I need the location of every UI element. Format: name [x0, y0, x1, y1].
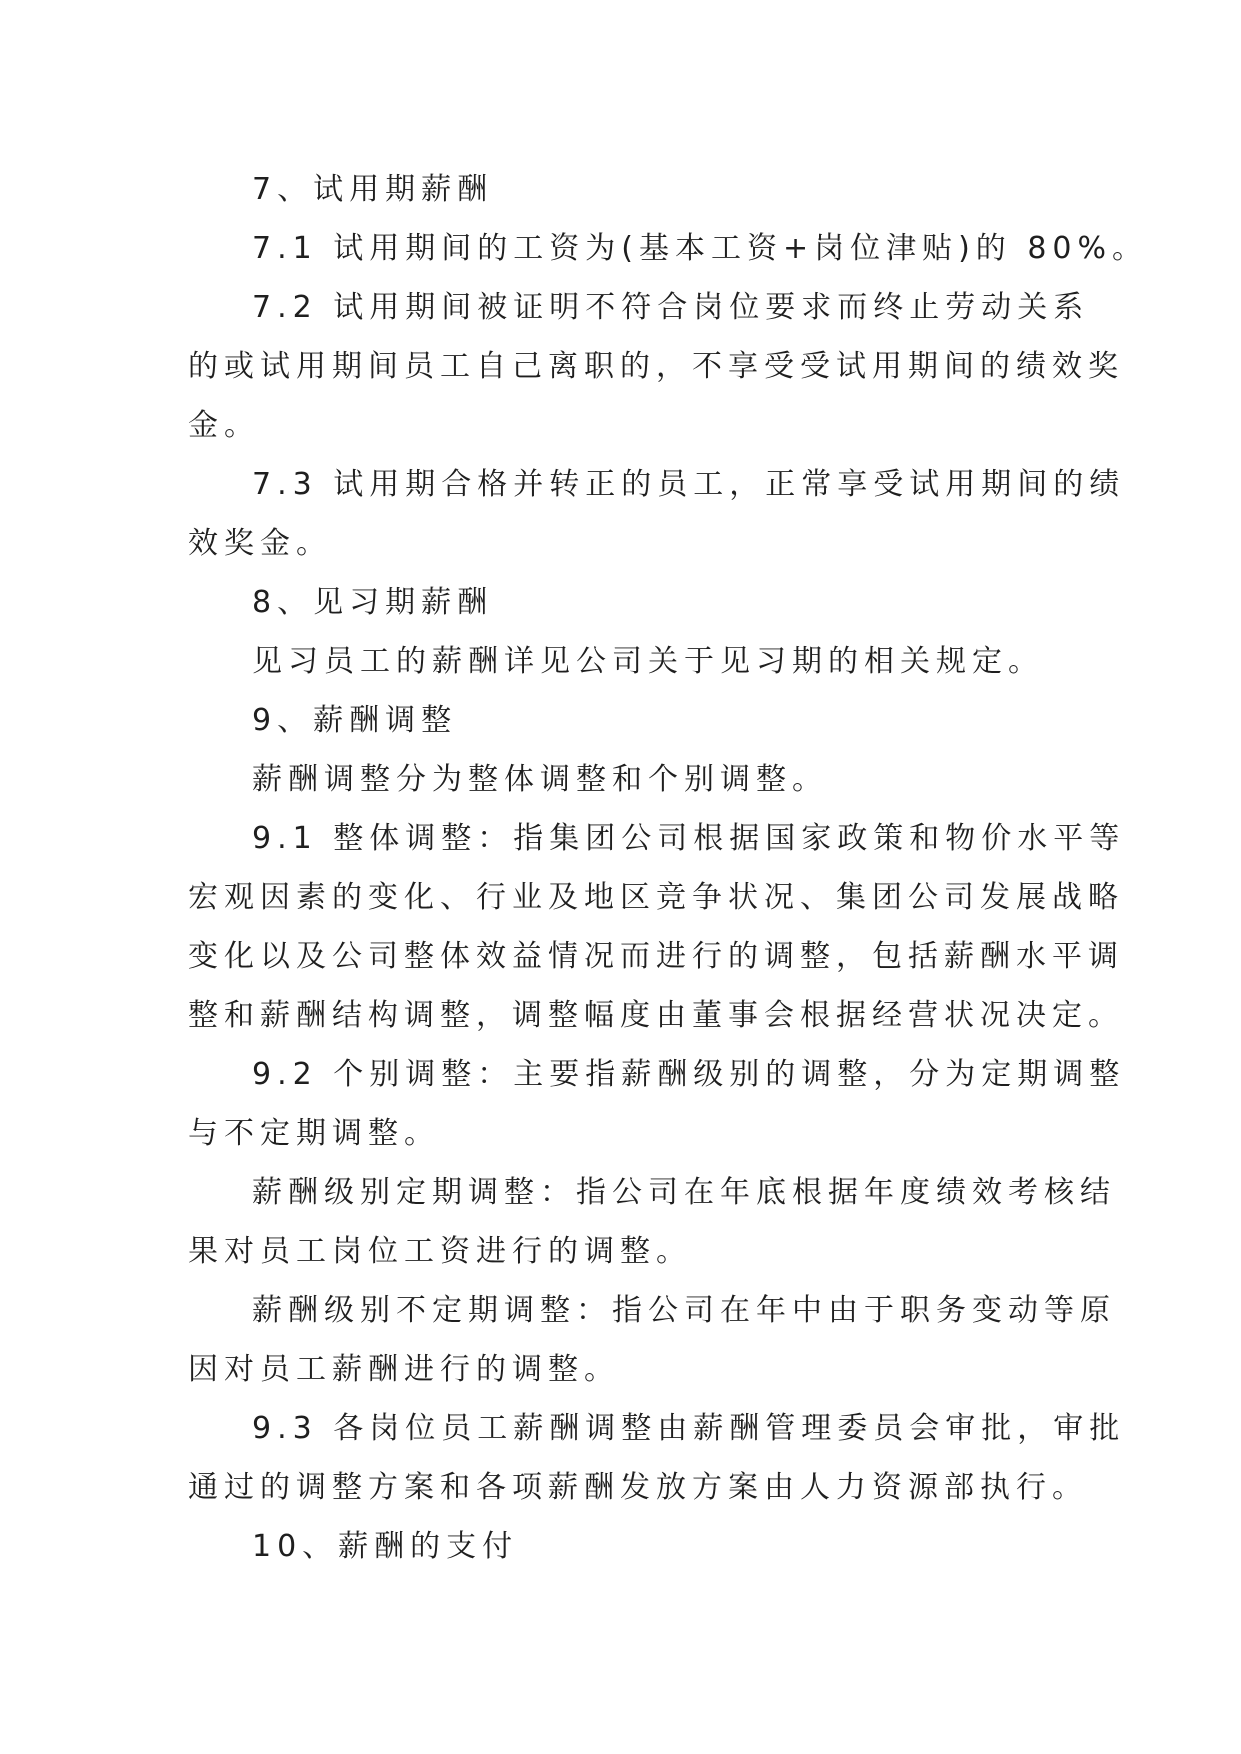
text-line: 9、薪酬调整: [252, 703, 458, 738]
text-line: 8、见习期薪酬: [252, 585, 494, 620]
text-line: 薪酬级别不定期调整：指公司在年中由于职务变动等原: [252, 1293, 1116, 1328]
section-heading-7: [188, 160, 1048, 219]
section-heading-10: [188, 1517, 1048, 1576]
text-line: 通过的调整方案和各项薪酬发放方案由人力资源部执行。: [188, 1470, 1088, 1505]
text-line: 变化以及公司整体效益情况而进行的调整，包括薪酬水平调: [188, 939, 1124, 974]
text-line: 整和薪酬结构调整，调整幅度由董事会根据经营状况决定。: [188, 998, 1124, 1033]
text-line: 9.3 各岗位员工薪酬调整由薪酬管理委员会审批，审批: [252, 1411, 1126, 1446]
paragraph-8: [188, 632, 1048, 691]
text-line: 与不定期调整。: [188, 1116, 440, 1151]
text-line: 因对员工薪酬进行的调整。: [188, 1352, 620, 1387]
paragraph-7-3: [188, 455, 1126, 573]
paragraph-7-1: [188, 219, 1149, 278]
text-line: 果对员工岗位工资进行的调整。: [188, 1234, 692, 1269]
text-line: 薪酬调整分为整体调整和个别调整。: [252, 762, 828, 797]
text-line: 的或试用期间员工自己离职的，不享受受试用期间的绩效奖: [188, 349, 1124, 384]
section-heading-8: [188, 573, 1048, 632]
text-line: 9.2 个别调整：主要指薪酬级别的调整，分为定期调整: [252, 1057, 1126, 1092]
text-line: 7.1 试用期间的工资为(基本工资+岗位津贴)的 80%。: [252, 231, 1149, 266]
section-heading-9: [188, 691, 1048, 750]
paragraph-9-1: [188, 809, 1126, 1045]
text-line: 宏观因素的变化、行业及地区竞争状况、集团公司发展战略: [188, 880, 1124, 915]
document-body: [188, 160, 1149, 1576]
paragraph-9-3: [188, 1399, 1126, 1517]
text-line: 见习员工的薪酬详见公司关于见习期的相关规定。: [252, 644, 1044, 679]
text-line: 效奖金。: [188, 526, 332, 561]
paragraph-9-2-regular: [188, 1163, 1116, 1281]
paragraph-7-2: [188, 278, 1124, 455]
text-line: 7、试用期薪酬: [252, 172, 494, 207]
text-line: 7.3 试用期合格并转正的员工，正常享受试用期间的绩: [252, 467, 1126, 502]
paragraph-9-2-irregular: [188, 1281, 1116, 1399]
text-line: 金。: [188, 408, 260, 443]
text-line: 7.2 试用期间被证明不符合岗位要求而终止劳动关系: [252, 290, 1090, 325]
paragraph-9: [188, 750, 1048, 809]
text-line: 薪酬级别定期调整：指公司在年底根据年度绩效考核结: [252, 1175, 1116, 1210]
text-line: 10、薪酬的支付: [252, 1529, 519, 1564]
paragraph-9-2: [188, 1045, 1126, 1163]
text-line: 9.1 整体调整：指集团公司根据国家政策和物价水平等: [252, 821, 1126, 856]
